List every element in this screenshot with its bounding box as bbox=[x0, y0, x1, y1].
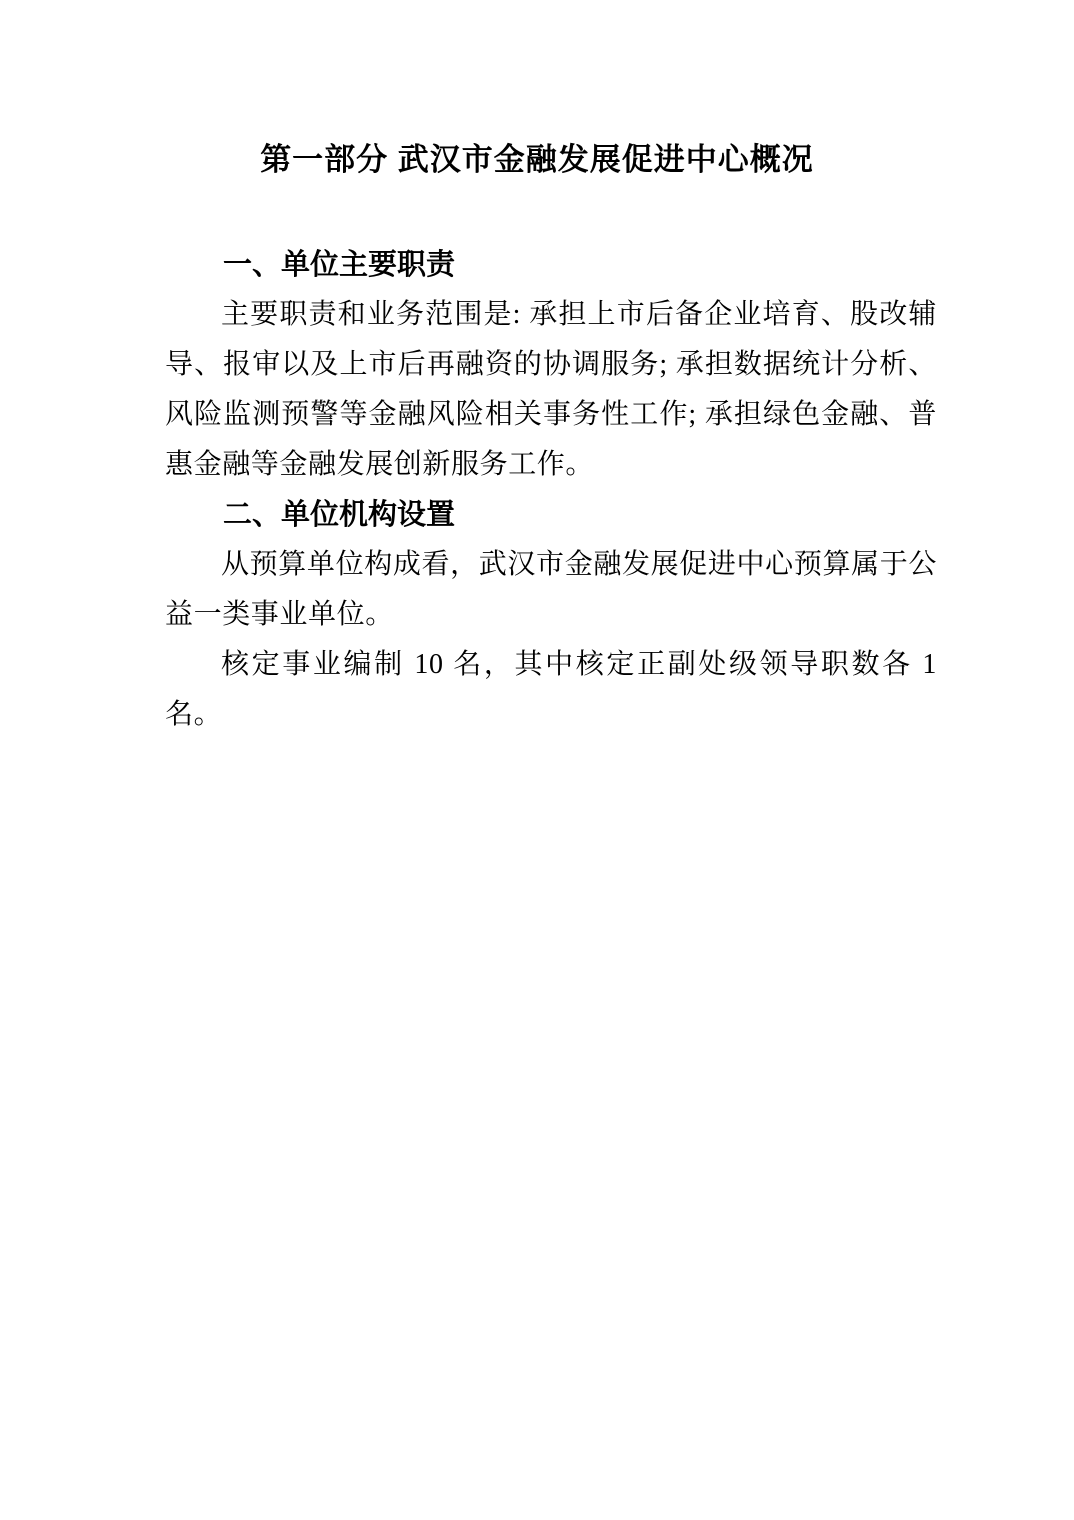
section-1-heading: 一、单位主要职责 bbox=[223, 249, 456, 281]
document-body bbox=[0, 240, 1074, 740]
document-title: 第一部分 武汉市金融发展促进中心概况 bbox=[260, 142, 814, 177]
section-1-paragraph-1: 主要职责和业务范围是: 承担上市后备企业培育、股改辅导、报审以及上市后再融资的协调服务; 承担数据统计分析、风险监测预警等金融风险相关事务性工作; 承担绿色金融、普惠金融等金融发展创新服务工作。 bbox=[165, 299, 937, 480]
section-2-paragraph-2: 核定事业编制 10 名，其中核定正副处级领导职数各 1 名。 bbox=[165, 649, 937, 730]
section-2-paragraph-1: 从预算单位构成看，武汉市金融发展促进中心预算属于公益一类事业单位。 bbox=[165, 549, 937, 630]
section-2-heading: 二、单位机构设置 bbox=[223, 499, 456, 531]
